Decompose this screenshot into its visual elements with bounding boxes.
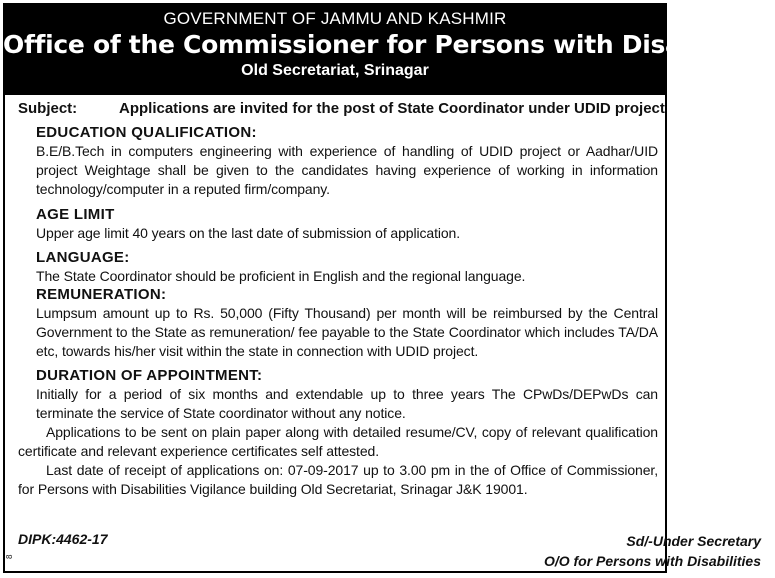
office-title: Office of the Commissioner for Persons with Disabilities	[3, 30, 775, 59]
government-name: GOVERNMENT OF JAMMU AND KASHMIR	[163, 9, 507, 28]
subject-line	[18, 100, 665, 118]
age-title: AGE LIMIT	[36, 206, 115, 223]
language-section	[18, 249, 658, 286]
notice-body	[18, 100, 665, 499]
signature-block	[544, 531, 761, 571]
age-section	[18, 206, 658, 243]
last-date-paragraph: Last date of receipt of applications on: 07-09-2017 up to 3.00 pm in the of Office of Commissioner, for Persons with Disabilities Vigilance building Old Secretariat, Srinagar J&K 19001.	[18, 462, 658, 497]
duration-title: DURATION OF APPOINTMENT:	[36, 367, 263, 384]
side-code: 8	[5, 554, 14, 559]
age-text: Upper age limit 40 years on the last date of submission of application.	[36, 225, 461, 241]
remuneration-section	[18, 286, 658, 361]
education-section	[18, 124, 658, 199]
education-title: EDUCATION QUALIFICATION:	[36, 124, 257, 141]
duration-text: Initially for a period of six months and extendable up to three years The CPwDs/DEPwDs can terminate the service of State coordinator without any notice.	[36, 386, 658, 421]
remuneration-title: REMUNERATION:	[36, 286, 167, 303]
notice-header	[3, 3, 775, 95]
language-text: The State Coordinator should be proficient in English and the regional language.	[36, 268, 526, 284]
dipk-number: DIPK:4462-17	[18, 531, 108, 547]
remuneration-text: Lumpsum amount up to Rs. 50,000 (Fifty Thousand) per month will be reimbursed by the Central Government to the State as remuneration/ fee payable to the State Coordinator which includes TA/DA etc, towards his/her visit within the state in connection with UDID project.	[36, 305, 658, 359]
application-instructions: Applications to be sent on plain paper along with detailed resume/CV, copy of relevant qualification certificate and relevant experience certificates self attested.	[18, 424, 658, 459]
duration-section	[18, 367, 658, 423]
subject-text: Applications are invited for the post of State Coordinator under UDID project	[119, 100, 665, 117]
subject-label: Subject:	[18, 100, 78, 117]
education-text: B.E/B.Tech in computers engineering with experience of handling of UDID project or Aadhar/UID project Weightage shall be given to the candidates having experience of working in information technology/computer in a reputed firm/company.	[36, 143, 658, 197]
office-address: Old Secretariat, Srinagar	[241, 62, 429, 79]
language-title: LANGUAGE:	[36, 249, 130, 266]
signatory: Sd/-Under Secretary	[626, 533, 761, 549]
signatory-office: O/O for Persons with Disabilities	[543, 553, 761, 569]
